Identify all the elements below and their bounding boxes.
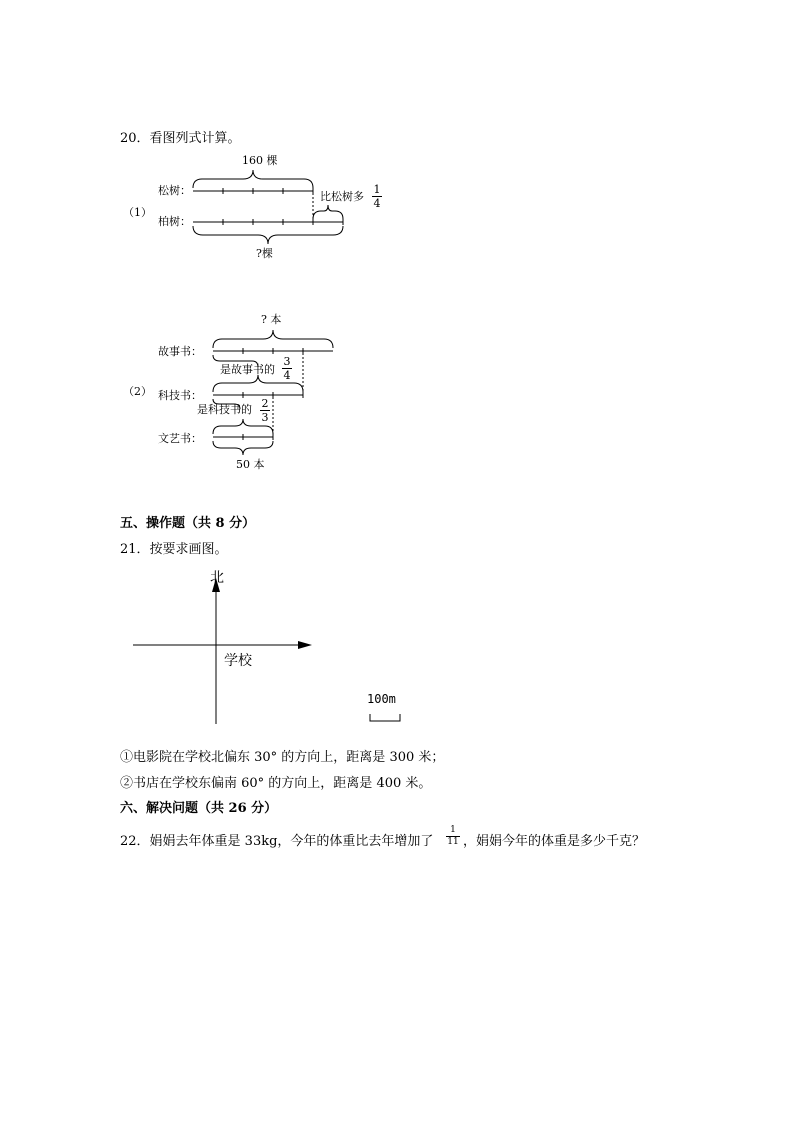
story-fraction xyxy=(282,356,292,381)
cypress-bottom-brace xyxy=(193,226,343,244)
pine-top-brace xyxy=(193,170,313,188)
pine-row-label: 松树： xyxy=(158,184,191,197)
fraction-numerator: 1 xyxy=(373,183,381,196)
fraction-denominator: 4 xyxy=(373,197,381,210)
scale-label: 100m xyxy=(367,692,396,706)
q22-text-before: 22．娟娟去年体重是 33kg，今年的体重比去年增加了 xyxy=(120,834,434,849)
q21-item-bookstore: ②书店在学校东偏南 60° 的方向上，距离是 400 米。 xyxy=(120,776,432,791)
tech-row-label: 科技书： xyxy=(158,389,202,402)
story-total-label: ? 本 xyxy=(261,313,282,326)
story-row-label: 故事书： xyxy=(158,345,202,358)
tech-rel-text: 是科技书的 xyxy=(197,403,252,416)
part1-label: （1） xyxy=(123,206,152,219)
east-arrow-head xyxy=(298,641,312,649)
q21-item-cinema: ①电影院在学校北偏东 30° 的方向上，距离是 300 米； xyxy=(120,750,445,765)
pine-total-label: 160 棵 xyxy=(242,154,278,167)
fraction-denominator: 11 xyxy=(447,837,459,847)
art-total-label: 50 本 xyxy=(236,458,265,471)
tech-fraction xyxy=(260,398,270,423)
fraction-numerator: 2 xyxy=(261,397,269,410)
part2-label: （2） xyxy=(123,385,152,398)
school-label: 学校 xyxy=(224,653,252,669)
north-label: 北 xyxy=(210,570,224,586)
art-row-label: 文艺书： xyxy=(158,432,202,445)
q20-title: 20．看图列式计算。 xyxy=(120,131,241,146)
story-rel-text: 是故事书的 xyxy=(220,363,275,376)
cypress-total-label: ?棵 xyxy=(256,247,273,260)
section6-heading: 六、解决问题（共 26 分） xyxy=(120,801,278,816)
section5-heading: 五、操作题（共 8 分） xyxy=(120,516,256,531)
fraction-numerator: 3 xyxy=(283,355,291,368)
compare-text: 比松树多 xyxy=(320,190,364,203)
fraction-denominator: 3 xyxy=(261,411,269,424)
fraction-numerator: 1 xyxy=(450,825,456,835)
q22-fraction xyxy=(446,826,460,847)
story-top-brace xyxy=(213,330,333,348)
scale-bar xyxy=(370,714,400,721)
extra-brace xyxy=(313,205,343,219)
cypress-row-label: 柏树： xyxy=(158,215,191,228)
fraction-denominator: 4 xyxy=(283,369,291,382)
q21-title: 21．按要求画图。 xyxy=(120,542,228,557)
art-bottom-brace xyxy=(213,441,273,455)
q22-text-after: ，娟娟今年的体重是多少千克？ xyxy=(463,834,646,849)
